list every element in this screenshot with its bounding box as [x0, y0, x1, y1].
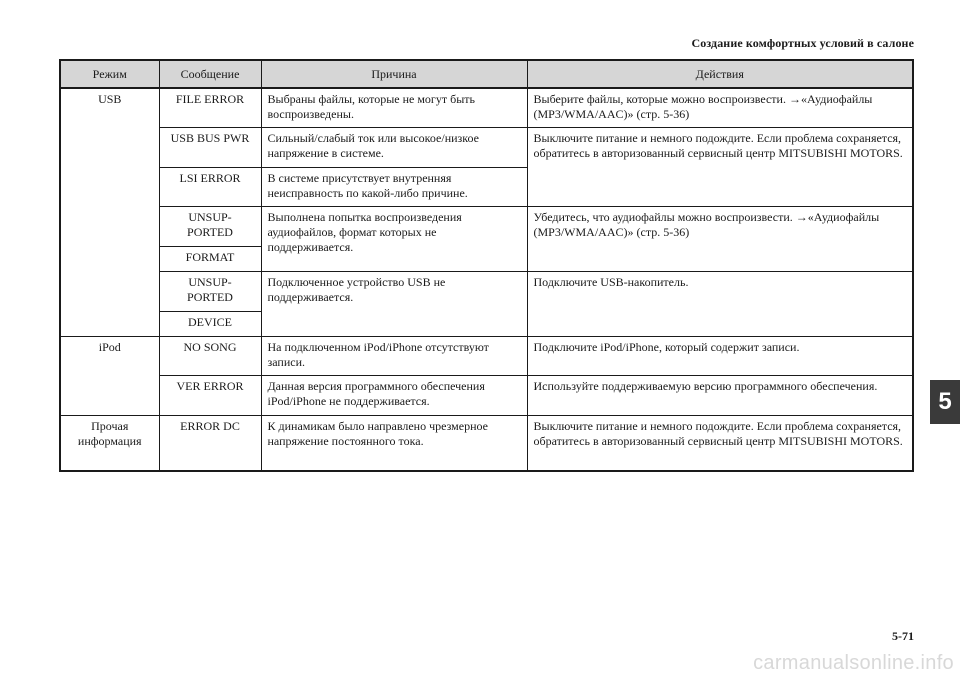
action-cell: Подключите iPod/iPhone, который содержит записи.	[527, 337, 913, 376]
action-cell: Подключите USB-накопитель.	[527, 272, 913, 337]
cause-cell: На подключенном iPod/iPhone отсутствуют записи.	[261, 337, 527, 376]
cause-cell: Выбраны файлы, которые не могут быть воспроизведены.	[261, 88, 527, 128]
cause-cell: Сильный/слабый ток или высокое/низкое напряжение в системе.	[261, 128, 527, 168]
table-row	[60, 207, 913, 247]
action-cell: Выключите питание и немного подождите. Если проблема сохраняется, обратитесь в авторизованный сервисный центр MITSUBISHI MOTORS.	[527, 128, 913, 207]
action-cell: Выберите файлы, которые можно воспроизвести. →«Аудиофайлы (MP3/WMA/AAC)» (стр. 5-36)	[527, 88, 913, 128]
message-cell: NO SONG	[159, 337, 261, 376]
mode-cell-other: Прочая информация	[60, 416, 159, 472]
message-cell: UNSUP-PORTED	[159, 207, 261, 247]
cause-cell: В системе присутствует внутренняя неисправность по какой-либо причине.	[261, 168, 527, 207]
page-header-title: Создание комфортных условий в салоне	[691, 36, 914, 50]
table-row	[60, 337, 913, 376]
message-cell: FILE ERROR	[159, 88, 261, 128]
table-row	[60, 88, 913, 128]
mode-cell-ipod: iPod	[60, 337, 159, 416]
message-cell: ERROR DC	[159, 416, 261, 472]
table-row	[60, 376, 913, 416]
table-row	[60, 272, 913, 312]
cause-cell: К динамикам было направлено чрезмерное напряжение постоянного тока.	[261, 416, 527, 472]
column-header-mode: Режим	[60, 60, 159, 88]
action-cell: Выключите питание и немного подождите. Если проблема сохраняется, обратитесь в авторизованный сервисный центр MITSUBISHI MOTORS.	[527, 416, 913, 472]
chapter-tab: 5	[930, 380, 960, 424]
mode-cell-usb: USB	[60, 88, 159, 337]
column-header-message: Сообщение	[159, 60, 261, 88]
page-number: 5-71	[892, 629, 914, 643]
column-header-action: Действия	[527, 60, 913, 88]
action-cell: Убедитесь, что аудиофайлы можно воспроизвести. →«Аудиофайлы (MP3/WMA/AAC)» (стр. 5-36)	[527, 207, 913, 272]
column-header-cause: Причина	[261, 60, 527, 88]
message-cell: FORMAT	[159, 247, 261, 272]
watermark: carmanualsonline.info	[753, 652, 954, 674]
message-cell: UNSUP-PORTED	[159, 272, 261, 312]
message-cell: LSI ERROR	[159, 168, 261, 207]
message-cell: USB BUS PWR	[159, 128, 261, 168]
error-messages-table	[59, 59, 914, 472]
cause-cell: Подключенное устройство USB не поддерживается.	[261, 272, 527, 337]
cause-cell: Данная версия программного обеспечения iPod/iPhone не поддерживается.	[261, 376, 527, 416]
table-header-row	[60, 60, 913, 88]
table-row	[60, 416, 913, 472]
table-row	[60, 128, 913, 168]
cause-cell: Выполнена попытка воспроизведения аудиофайлов, формат которых не поддерживается.	[261, 207, 527, 272]
action-cell: Используйте поддерживаемую версию программного обеспечения.	[527, 376, 913, 416]
message-cell: DEVICE	[159, 312, 261, 337]
message-cell: VER ERROR	[159, 376, 261, 416]
